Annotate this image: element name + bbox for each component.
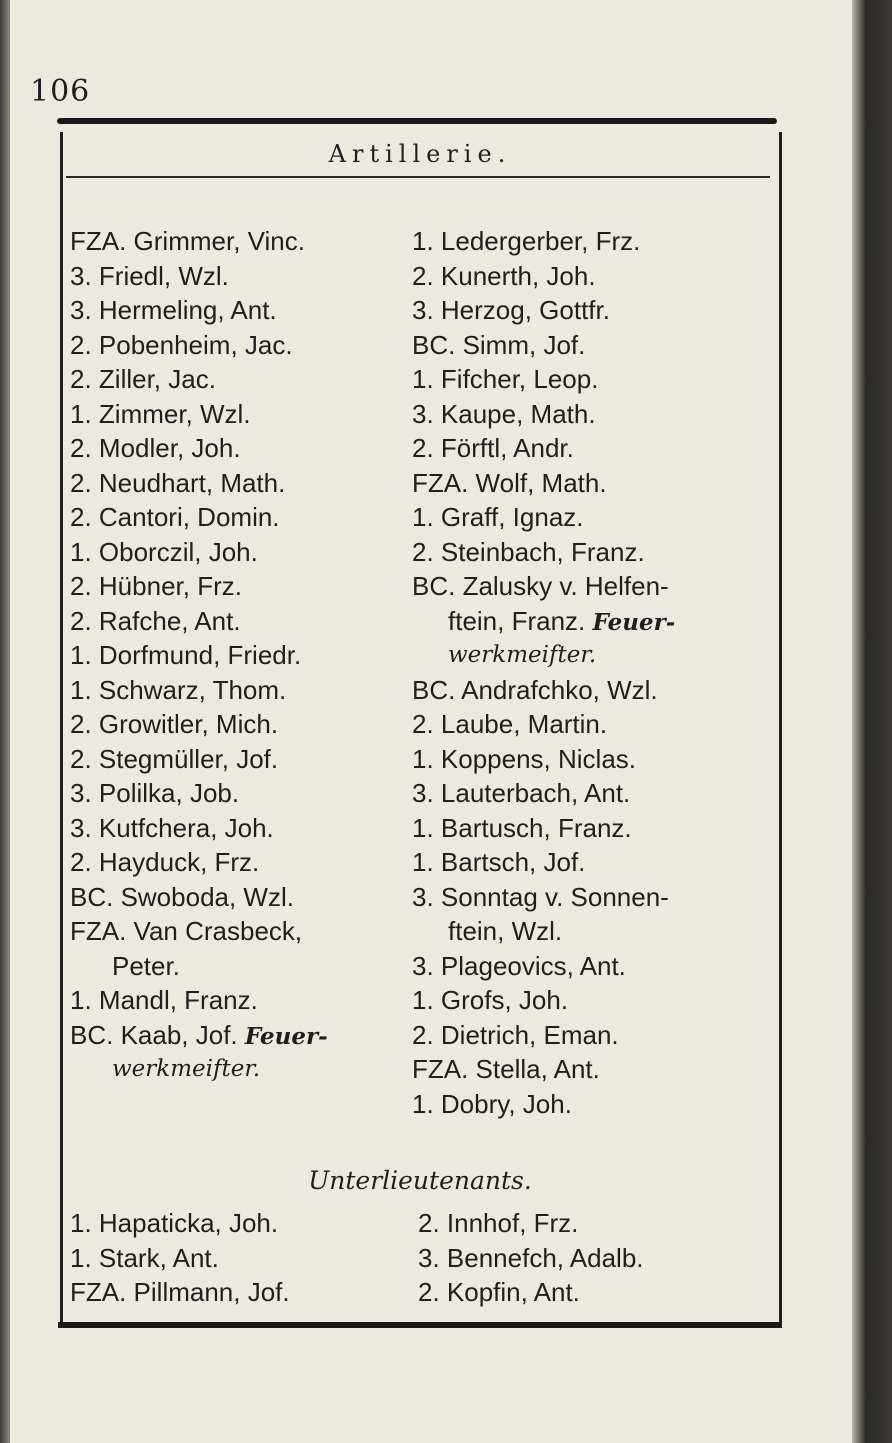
list-item: FZA. Van Crasbeck, (70, 916, 303, 946)
list-item: BC. Andrafchko, Wzl. (412, 674, 658, 705)
list-item: BC. Simm, Jof. (412, 329, 586, 360)
list-item: 1. Dorfmund, Friedr. (70, 640, 302, 670)
right-column (412, 224, 772, 1121)
list-item: 2. Ziller, Jac. (70, 364, 216, 394)
list-item: 3. Hermeling, Ant. (70, 295, 277, 325)
list-item: 2. Rafche, Ant. (70, 605, 241, 636)
list-item: FZA. Stella, Ant. (412, 1054, 600, 1084)
page-number: 106 (30, 74, 91, 109)
list-item: 1. Koppens, Niclas. (412, 743, 637, 774)
entry-name: BC. Kaab, Jof. (70, 1019, 238, 1050)
list-item: 2. Steinbach, Franz. (412, 536, 645, 567)
list-item: BC. Swoboda, Wzl. (70, 881, 294, 912)
list-item: 1. Ledergerber, Frz. (412, 226, 641, 256)
page-gutter (852, 0, 892, 1443)
list-item: 1. Schwarz, Thom. (70, 674, 287, 705)
list-item: 1. Mandl, Franz. (70, 985, 258, 1015)
list-item: 3. Herzog, Gottfr. (412, 295, 610, 325)
section-heading: Artillerie. (328, 140, 512, 168)
werkmeister-note: werkmeifter. (448, 642, 597, 668)
list-item (70, 1018, 405, 1053)
sub-right-column (418, 1206, 768, 1310)
list-item: 1. Bartusch, Franz. (412, 812, 632, 843)
list-item: 2. Modler, Joh. (70, 433, 241, 463)
list-item: 2. Hayduck, Frz. (70, 847, 260, 877)
list-item: 2. Kopfin, Ant. (418, 1277, 580, 1307)
list-item: 2. Pobenheim, Jac. (70, 329, 293, 360)
list-item-continuation: ftein, Wzl. (448, 916, 563, 946)
list-item: 1. Bartsch, Jof. (412, 847, 586, 877)
list-item: 2. Kunerth, Joh. (412, 260, 596, 291)
list-item: 2. Hübner, Frz. (70, 571, 242, 601)
list-item: 2. Innhof, Frz. (418, 1208, 579, 1238)
list-item: 2. Dietrich, Eman. (412, 1019, 619, 1050)
list-item: 3. Polilka, Job. (70, 778, 240, 808)
list-item: 1. Graff, Ignaz. (412, 502, 584, 532)
list-item: 1. Dobry, Joh. (412, 1088, 572, 1119)
list-item: 2. Stegmüller, Jof. (70, 743, 279, 774)
list-item: 2. Cantori, Domin. (70, 502, 280, 532)
list-item-continuation: Peter. (112, 950, 180, 981)
left-column (70, 224, 405, 1087)
list-item: 1. Stark, Ant. (70, 1242, 219, 1273)
list-item: 2. Laube, Martin. (412, 709, 608, 739)
list-item: 3. Bennefch, Adalb. (418, 1242, 644, 1273)
werkmeister-note: werkmeifter. (112, 1056, 261, 1082)
list-item: FZA. Grimmer, Vinc. (70, 226, 305, 256)
list-item: 3. Kaupe, Math. (412, 398, 596, 429)
list-item: 1. Oborczil, Joh. (70, 536, 258, 567)
heading-rule (66, 176, 770, 178)
bottom-rule (58, 1322, 780, 1328)
list-item: FZA. Pillmann, Jof. (70, 1277, 290, 1307)
list-item: 3. Sonntag v. Sonnen- (412, 881, 669, 912)
list-item: 3. Friedl, Wzl. (70, 260, 229, 291)
list-item: 2. Growitler, Mich. (70, 709, 279, 739)
list-item: 3. Kutfchera, Joh. (70, 812, 274, 843)
list-item: 2. Neudhart, Math. (70, 467, 286, 498)
list-item: 1. Zimmer, Wzl. (70, 398, 251, 429)
list-item-continuation (412, 604, 772, 639)
entry-name: ftein, Franz. (448, 605, 586, 636)
page-left-edge (0, 0, 10, 1443)
list-item: BC. Zalusky v. Helfen- (412, 571, 669, 601)
list-item: 3. Plageovics, Ant. (412, 950, 626, 981)
subsection-heading: Unterlieutenants. (308, 1166, 532, 1195)
list-item: 1. Fifcher, Leop. (412, 364, 599, 394)
sub-left-column (70, 1206, 405, 1310)
list-item: 2. Förftl, Andr. (412, 433, 574, 463)
list-item: 1. Grofs, Joh. (412, 985, 569, 1015)
list-item: FZA. Wolf, Math. (412, 467, 607, 498)
top-rule (57, 118, 777, 124)
list-item: 3. Lauterbach, Ant. (412, 778, 631, 808)
feuer-note: Feuer- (592, 608, 676, 636)
list-item: 1. Hapaticka, Joh. (70, 1208, 279, 1238)
feuer-note: Feuer- (244, 1022, 328, 1050)
